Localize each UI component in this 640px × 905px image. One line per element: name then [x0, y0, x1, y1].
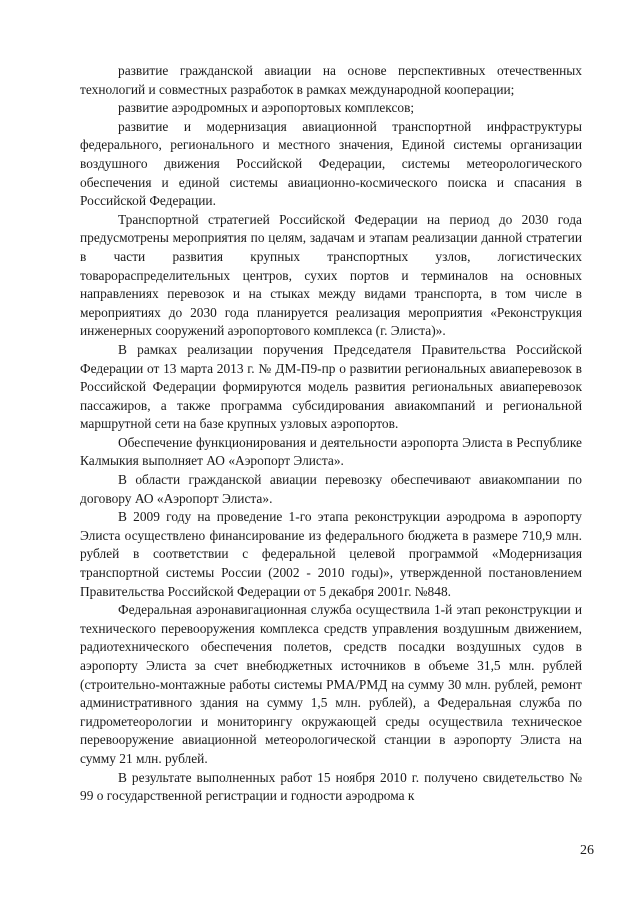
- paragraph-air-navigation-service: Федеральная аэронавигационная служба осуществила 1-й этап реконструкции и технического перевооружения комплекса средств управления воздушным движением, радиотехнического обеспечения полетов, средств посадки воздушных судов в аэропорту Элиста за счет внебюджетных источников в объеме 31,5 млн. рублей (строительно-монтажные работы системы РМА/РМД на сумму 30 млн. рублей, ремонт административного здания на сумму 1,5 млн. рублей), а Федеральная служба по гидрометеорологии и мониторингу окружающей среды осуществила техническое перевооружение авиационной метеорологической станции в аэропорту Элиста на сумму 21 млн. рублей.: [80, 602, 582, 766]
- paragraph-airfield-complexes: развитие аэродромных и аэропортовых комплексов;: [118, 100, 415, 116]
- paragraph-civil-aviation-development: развитие гражданской авиации на основе перспективных отечественных технологий и совместных разработок в рамках международной кооперации;: [80, 63, 582, 97]
- document-body: [80, 62, 582, 822]
- paragraph-airport-operator: Обеспечение функционирования и деятельности аэропорта Элиста в Республике Калмыкия выполняет АО «Аэропорт Элиста».: [80, 434, 582, 469]
- paragraph-infrastructure-modernization: развитие и модернизация авиационной транспортной инфраструктуры федерального, регионального и местного значения, Единой системы организации воздушного движения Российской Федерации, системы метеорологического обеспечения и единой системы авиационно-космического поиска и спасания в Российской Федерации.: [80, 118, 582, 209]
- paragraph-airlines: В области гражданской авиации перевозку обеспечивают авиакомпании по договору АО «Аэропорт Элиста».: [80, 472, 582, 506]
- paragraph-reconstruction-2009: В 2009 году на проведение 1-го этапа реконструкции аэродрома в аэропорту Элиста осуществлено финансирование из федерального бюджета в размере 710,9 млн. рублей в соответствии с федеральной целевой программой «Модернизация транспортной системы России (2002 - 2010 годы)», утвержденной постановлением Правительства Российской Федерации от 5 декабря 2001г. №848.: [80, 509, 582, 599]
- paragraph-certificate-2010: В результате выполненных работ 15 ноября 2010 г. получено свидетельство № 99 о государственной регистрации и годности аэродрома к: [80, 769, 582, 804]
- paragraph-regional-air-transport: В рамках реализации поручения Председателя Правительства Российской Федерации от 13 марта 2013 г. № ДМ-П9-пр о развитии региональных авиаперевозок в Российской Федерации формируются модель развития региональных авиаперевозок пассажиров, а также программа субсидирования авиакомпаний и региональной маршрутной сети на базе крупных узловых аэропортов.: [80, 341, 582, 432]
- page-number: 26: [580, 843, 594, 858]
- paragraph-transport-strategy: Транспортной стратегией Российской Федерации на период до 2030 года предусмотрены мероприятия по целям, задачам и этапам реализации данной стратегии в части развития крупных транспортных узлов, логистических товарораспределительных центров, сухих портов и терминалов на основных направлениях перевозок и на стыках между видами транспорта, в том числе в мероприятиях до 2030 года планируется реализация мероприятия «Реконструкция инженерных сооружений аэропортового комплекса (г. Элиста)».: [80, 211, 582, 339]
